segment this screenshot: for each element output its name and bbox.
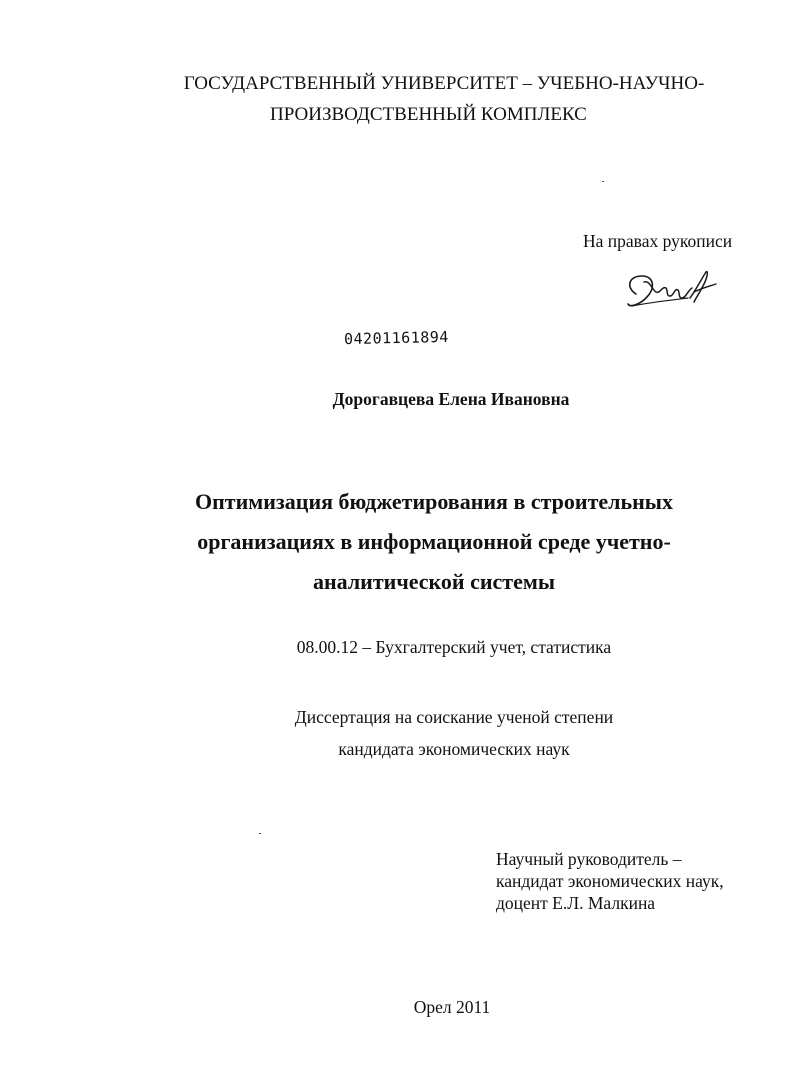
rights-note: На правах рукописи <box>583 231 733 251</box>
dissertation-title <box>0 482 798 602</box>
registration-stamp-number: 04201161894 <box>343 327 450 349</box>
title-line-2: организациях в информационной среде учетно- <box>197 529 671 554</box>
author-name: Дорогавцева Елена Ивановна <box>332 389 570 409</box>
title-line-1: Оптимизация бюджетирования в строительных <box>195 489 673 514</box>
university-name-line-2: ПРОИЗВОДСТВЕННЫЙ КОМПЛЕКС <box>270 104 587 125</box>
scientific-supervisor <box>496 848 724 914</box>
specialty-code: 08.00.12 – Бухгалтерский учет, статистика <box>296 637 612 657</box>
supervisor-line-2: кандидат экономических наук, <box>496 871 724 891</box>
scan-speck <box>259 833 261 834</box>
university-name-line-1: ГОСУДАРСТВЕННЫЙ УНИВЕРСИТЕТ – УЧЕБНО-НАУЧНО- <box>183 73 705 94</box>
supervisor-line-3: доцент Е.Л. Малкина <box>496 893 656 913</box>
degree-line-1: Диссертация на соискание ученой степени <box>294 707 614 727</box>
degree-line-2: кандидата экономических наук <box>338 739 570 759</box>
city-and-year: Орел 2011 <box>413 997 491 1017</box>
title-line-3: аналитической системы <box>312 569 556 594</box>
handwritten-signature <box>622 268 718 314</box>
scan-speck <box>602 181 604 182</box>
supervisor-line-1: Научный руководитель – <box>496 849 682 869</box>
degree-statement <box>0 701 798 765</box>
